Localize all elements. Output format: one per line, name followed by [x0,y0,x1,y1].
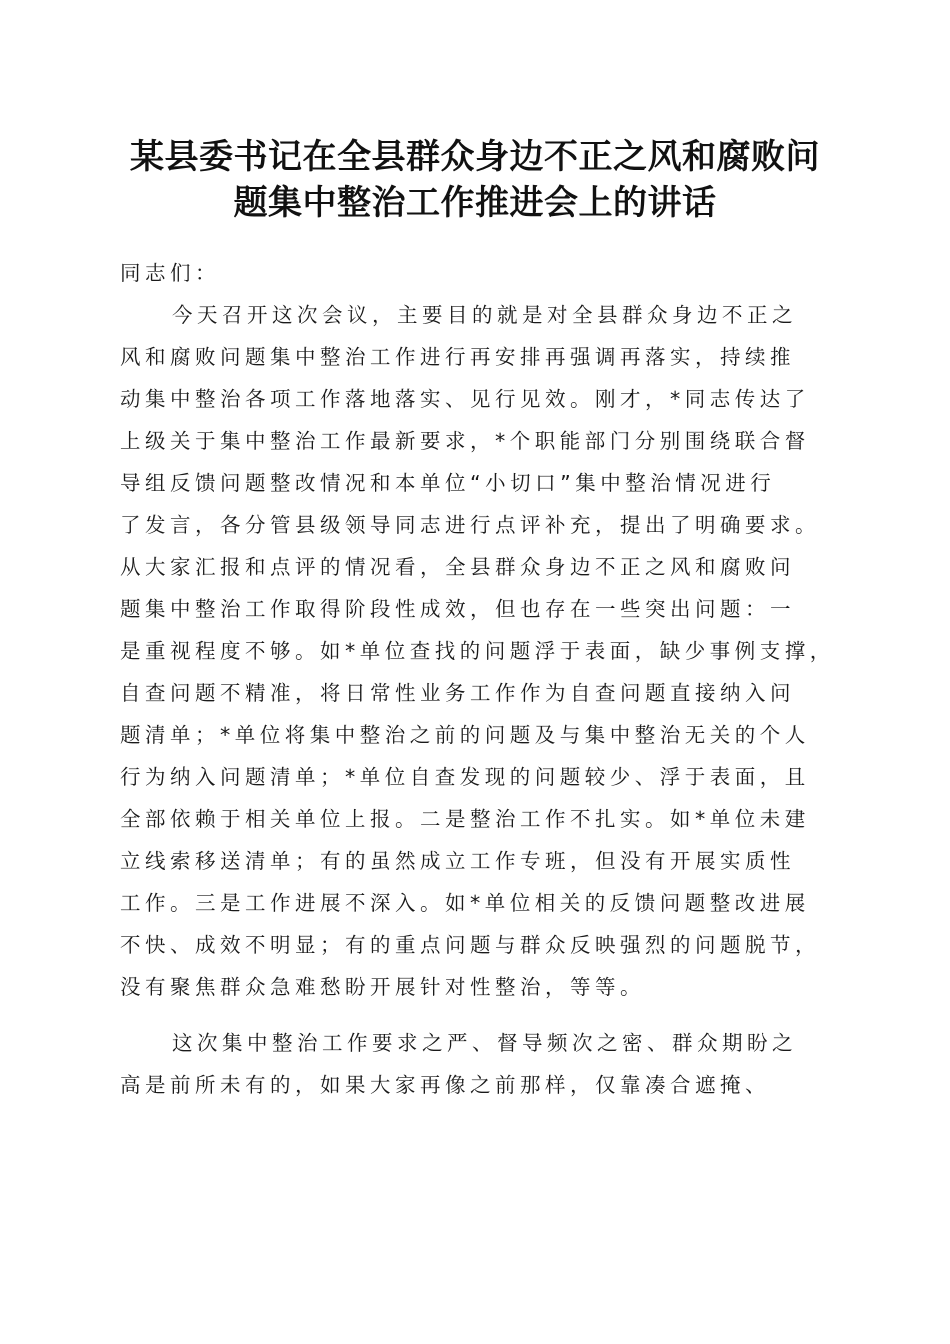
text-line: 动集中整治各项工作落地落实、见行见效。刚才，*同志传达了 [120,387,810,411]
text-line: 不快、成效不明显；有的重点问题与群众反映强烈的问题脱节， [120,933,820,957]
text-line: 风和腐败问题集中整治工作进行再安排再强调再落实，持续推 [120,345,795,369]
text-line: 导组反馈问题整改情况和本单位“小切口”集中整治情况进行 [120,471,776,495]
text-line: 全部依赖于相关单位上报。二是整治工作不扎实。如*单位未建 [120,807,810,831]
text-line: 从大家汇报和点评的情况看，全县群众身边不正之风和腐败问 [120,555,795,579]
text-line: 自查问题不精准，将日常性业务工作作为自查问题直接纳入问 [120,681,795,705]
text-line: 没有聚焦群众急难愁盼开展针对性整治，等等。 [120,975,645,999]
text-line: 上级关于集中整治工作最新要求，*个职能部门分别围绕联合督 [120,429,810,453]
text-line: 了发言，各分管县级领导同志进行点评补充，提出了明确要求。 [120,513,820,537]
text-line: 工作。三是工作进展不深入。如*单位相关的反馈问题整改进展 [120,891,810,915]
title-line: 题集中整治工作推进会上的讲话 [233,183,717,223]
text-line: 题清单；*单位将集中整治之前的问题及与集中整治无关的个人 [120,723,810,747]
text-line: 是重视程度不够。如*单位查找的问题浮于表面，缺少事例支撑， [120,639,835,663]
document-title [90,134,860,226]
salutation: 同志们： [120,261,220,285]
text-line: 题集中整治工作取得阶段性成效，但也存在一些突出问题：一 [120,597,795,621]
text-line: 这次集中整治工作要求之严、督导频次之密、群众期盼之 [172,1031,797,1055]
title-line: 某县委书记在全县群众身边不正之风和腐败问 [130,137,820,177]
paragraph-2 [120,1022,835,1106]
text-line: 行为纳入问题清单；*单位自查发现的问题较少、浮于表面，且 [120,765,810,789]
text-line: 今天召开这次会议，主要目的就是对全县群众身边不正之 [172,303,797,327]
paragraph-1 [120,294,835,1008]
text-line: 高是前所未有的，如果大家再像之前那样，仅靠凑合遮掩、 [120,1073,770,1097]
document-body [120,252,835,1106]
text-line: 立线索移送清单；有的虽然成立工作专班，但没有开展实质性 [120,849,795,873]
